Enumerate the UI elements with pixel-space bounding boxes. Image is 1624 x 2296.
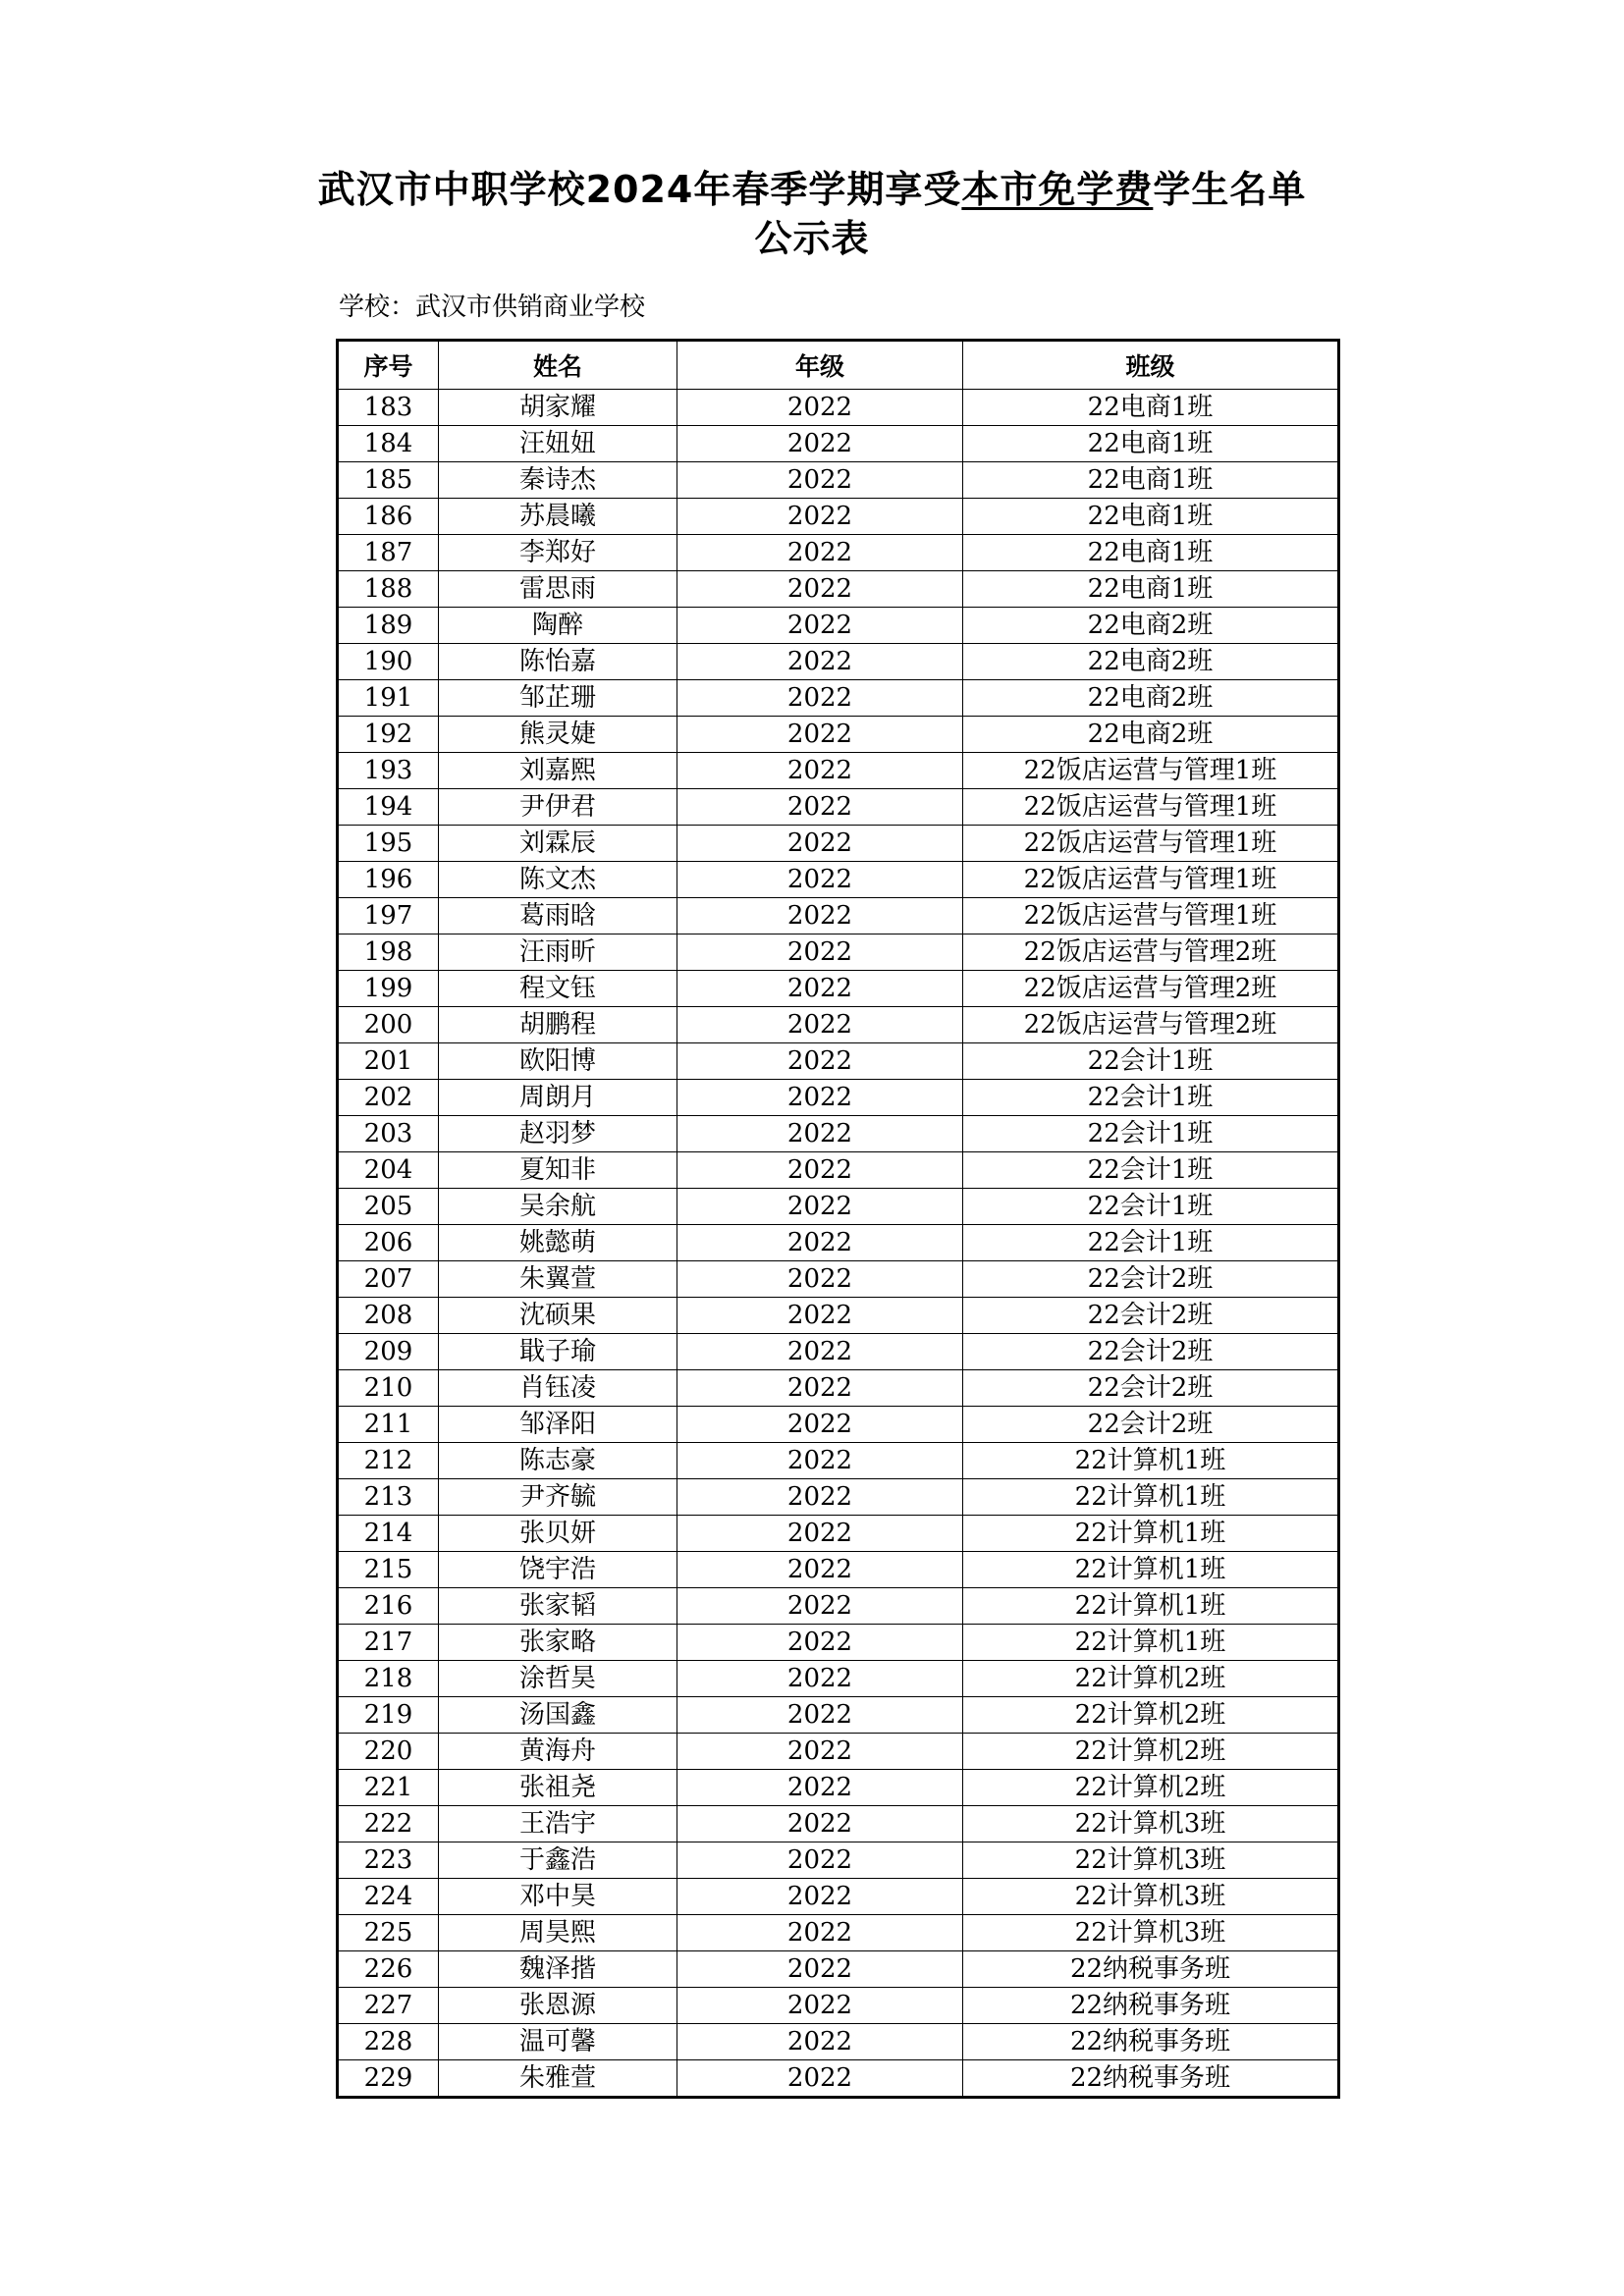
cell-index: 229 xyxy=(338,2060,439,2098)
table-row xyxy=(338,1189,1339,1225)
cell-grade: 2022 xyxy=(677,535,963,571)
table-row xyxy=(338,1951,1339,1988)
table-row xyxy=(338,1261,1339,1298)
cell-index: 227 xyxy=(338,1988,439,2024)
cell-index: 196 xyxy=(338,862,439,898)
cell-index: 211 xyxy=(338,1407,439,1443)
cell-class: 22饭店运营与管理2班 xyxy=(963,971,1339,1007)
cell-name: 邹芷珊 xyxy=(439,680,677,717)
cell-class: 22计算机2班 xyxy=(963,1661,1339,1697)
table-row xyxy=(338,826,1339,862)
cell-index: 226 xyxy=(338,1951,439,1988)
cell-index: 217 xyxy=(338,1625,439,1661)
table-row xyxy=(338,390,1339,426)
table-header-row xyxy=(338,341,1339,390)
table-row xyxy=(338,1407,1339,1443)
cell-index: 212 xyxy=(338,1443,439,1479)
table-row xyxy=(338,753,1339,789)
table-row xyxy=(338,1842,1339,1879)
cell-index: 225 xyxy=(338,1915,439,1951)
cell-name: 黄海舟 xyxy=(439,1734,677,1770)
cell-class: 22饭店运营与管理2班 xyxy=(963,934,1339,971)
cell-index: 186 xyxy=(338,499,439,535)
cell-name: 雷思雨 xyxy=(439,571,677,608)
header-name: 姓名 xyxy=(439,341,677,390)
cell-name: 肖钰凌 xyxy=(439,1370,677,1407)
cell-grade: 2022 xyxy=(677,753,963,789)
table-row xyxy=(338,1370,1339,1407)
cell-class: 22会计1班 xyxy=(963,1043,1339,1080)
table-row xyxy=(338,717,1339,753)
cell-grade: 2022 xyxy=(677,644,963,680)
cell-index: 190 xyxy=(338,644,439,680)
table-row xyxy=(338,862,1339,898)
cell-class: 22会计2班 xyxy=(963,1407,1339,1443)
cell-class: 22饭店运营与管理2班 xyxy=(963,1007,1339,1043)
cell-class: 22计算机1班 xyxy=(963,1588,1339,1625)
table-row xyxy=(338,535,1339,571)
cell-class: 22计算机3班 xyxy=(963,1879,1339,1915)
cell-grade: 2022 xyxy=(677,571,963,608)
cell-name: 张贝妍 xyxy=(439,1516,677,1552)
cell-index: 213 xyxy=(338,1479,439,1516)
table-row xyxy=(338,898,1339,934)
cell-name: 汪妞妞 xyxy=(439,426,677,462)
table-row xyxy=(338,1806,1339,1842)
cell-name: 王浩宇 xyxy=(439,1806,677,1842)
cell-index: 223 xyxy=(338,1842,439,1879)
cell-grade: 2022 xyxy=(677,1588,963,1625)
cell-name: 温可馨 xyxy=(439,2024,677,2060)
cell-name: 陈志豪 xyxy=(439,1443,677,1479)
cell-grade: 2022 xyxy=(677,1370,963,1407)
cell-name: 尹齐毓 xyxy=(439,1479,677,1516)
cell-class: 22会计1班 xyxy=(963,1080,1339,1116)
cell-class: 22会计1班 xyxy=(963,1225,1339,1261)
cell-class: 22饭店运营与管理1班 xyxy=(963,898,1339,934)
document-title xyxy=(0,165,1624,263)
cell-name: 姚懿萌 xyxy=(439,1225,677,1261)
cell-index: 203 xyxy=(338,1116,439,1152)
cell-grade: 2022 xyxy=(677,934,963,971)
cell-index: 188 xyxy=(338,571,439,608)
cell-index: 184 xyxy=(338,426,439,462)
cell-grade: 2022 xyxy=(677,1407,963,1443)
cell-grade: 2022 xyxy=(677,1697,963,1734)
cell-class: 22计算机3班 xyxy=(963,1915,1339,1951)
cell-class: 22会计1班 xyxy=(963,1189,1339,1225)
cell-grade: 2022 xyxy=(677,1152,963,1189)
cell-class: 22电商2班 xyxy=(963,644,1339,680)
cell-class: 22纳税事务班 xyxy=(963,1951,1339,1988)
cell-grade: 2022 xyxy=(677,862,963,898)
cell-grade: 2022 xyxy=(677,826,963,862)
table-row xyxy=(338,1007,1339,1043)
cell-index: 189 xyxy=(338,608,439,644)
table-row xyxy=(338,789,1339,826)
cell-grade: 2022 xyxy=(677,1116,963,1152)
cell-grade: 2022 xyxy=(677,1007,963,1043)
cell-grade: 2022 xyxy=(677,1661,963,1697)
cell-class: 22电商2班 xyxy=(963,680,1339,717)
cell-class: 22会计2班 xyxy=(963,1334,1339,1370)
cell-name: 胡鹏程 xyxy=(439,1007,677,1043)
table-row xyxy=(338,934,1339,971)
cell-name: 朱翼萱 xyxy=(439,1261,677,1298)
cell-name: 邓中昊 xyxy=(439,1879,677,1915)
student-table xyxy=(336,339,1340,2099)
cell-class: 22纳税事务班 xyxy=(963,2024,1339,2060)
cell-class: 22会计2班 xyxy=(963,1298,1339,1334)
cell-class: 22会计1班 xyxy=(963,1116,1339,1152)
cell-index: 219 xyxy=(338,1697,439,1734)
cell-name: 张恩源 xyxy=(439,1988,677,2024)
title-line-1 xyxy=(0,165,1624,214)
cell-class: 22计算机1班 xyxy=(963,1443,1339,1479)
cell-grade: 2022 xyxy=(677,1443,963,1479)
cell-class: 22计算机1班 xyxy=(963,1516,1339,1552)
header-grade: 年级 xyxy=(677,341,963,390)
cell-grade: 2022 xyxy=(677,1734,963,1770)
table-row xyxy=(338,1552,1339,1588)
cell-grade: 2022 xyxy=(677,426,963,462)
cell-class: 22会计2班 xyxy=(963,1370,1339,1407)
cell-index: 222 xyxy=(338,1806,439,1842)
cell-index: 204 xyxy=(338,1152,439,1189)
cell-name: 周昊熙 xyxy=(439,1915,677,1951)
table-row xyxy=(338,644,1339,680)
table-row xyxy=(338,1588,1339,1625)
cell-index: 207 xyxy=(338,1261,439,1298)
cell-index: 228 xyxy=(338,2024,439,2060)
cell-name: 胡家耀 xyxy=(439,390,677,426)
cell-grade: 2022 xyxy=(677,1080,963,1116)
cell-class: 22纳税事务班 xyxy=(963,2060,1339,2098)
table-row xyxy=(338,1479,1339,1516)
cell-index: 201 xyxy=(338,1043,439,1080)
table-row xyxy=(338,1516,1339,1552)
cell-class: 22计算机2班 xyxy=(963,1770,1339,1806)
cell-name: 陈文杰 xyxy=(439,862,677,898)
cell-grade: 2022 xyxy=(677,1189,963,1225)
cell-name: 程文钰 xyxy=(439,971,677,1007)
cell-name: 汤国鑫 xyxy=(439,1697,677,1734)
table-body xyxy=(338,390,1339,2098)
cell-name: 张祖尧 xyxy=(439,1770,677,1806)
cell-name: 张家韬 xyxy=(439,1588,677,1625)
cell-class: 22电商1班 xyxy=(963,535,1339,571)
table-row xyxy=(338,462,1339,499)
cell-class: 22计算机1班 xyxy=(963,1625,1339,1661)
cell-grade: 2022 xyxy=(677,390,963,426)
table-row xyxy=(338,426,1339,462)
cell-name: 赵羽梦 xyxy=(439,1116,677,1152)
table-row xyxy=(338,1915,1339,1951)
cell-class: 22饭店运营与管理1班 xyxy=(963,862,1339,898)
cell-grade: 2022 xyxy=(677,499,963,535)
cell-grade: 2022 xyxy=(677,1552,963,1588)
cell-grade: 2022 xyxy=(677,1806,963,1842)
cell-index: 205 xyxy=(338,1189,439,1225)
school-label: 学校：武汉市供销商业学校 xyxy=(339,293,646,322)
cell-class: 22会计1班 xyxy=(963,1152,1339,1189)
title-line-2: 公示表 xyxy=(754,217,870,260)
cell-name: 陈怡嘉 xyxy=(439,644,677,680)
cell-index: 198 xyxy=(338,934,439,971)
cell-grade: 2022 xyxy=(677,1516,963,1552)
table-row xyxy=(338,608,1339,644)
cell-class: 22计算机3班 xyxy=(963,1806,1339,1842)
title-part-1: 武汉市中职学校2024年春季学期享受 xyxy=(317,168,962,211)
table-row xyxy=(338,571,1339,608)
cell-grade: 2022 xyxy=(677,971,963,1007)
cell-class: 22会计2班 xyxy=(963,1261,1339,1298)
cell-name: 欧阳博 xyxy=(439,1043,677,1080)
cell-index: 197 xyxy=(338,898,439,934)
cell-name: 魏泽揩 xyxy=(439,1951,677,1988)
cell-class: 22电商2班 xyxy=(963,608,1339,644)
title-part-3: 学生名单 xyxy=(1153,168,1307,211)
table-row xyxy=(338,1152,1339,1189)
cell-class: 22计算机1班 xyxy=(963,1552,1339,1588)
table-row xyxy=(338,1043,1339,1080)
table-row xyxy=(338,1116,1339,1152)
cell-grade: 2022 xyxy=(677,2024,963,2060)
cell-class: 22计算机1班 xyxy=(963,1479,1339,1516)
cell-class: 22电商2班 xyxy=(963,717,1339,753)
cell-class: 22计算机2班 xyxy=(963,1697,1339,1734)
cell-name: 沈硕果 xyxy=(439,1298,677,1334)
table-row xyxy=(338,1661,1339,1697)
table-row xyxy=(338,1625,1339,1661)
cell-grade: 2022 xyxy=(677,1879,963,1915)
table-row xyxy=(338,2024,1339,2060)
cell-name: 朱雅萱 xyxy=(439,2060,677,2098)
cell-index: 218 xyxy=(338,1661,439,1697)
cell-name: 张家略 xyxy=(439,1625,677,1661)
cell-grade: 2022 xyxy=(677,1842,963,1879)
cell-index: 209 xyxy=(338,1334,439,1370)
cell-index: 199 xyxy=(338,971,439,1007)
cell-index: 216 xyxy=(338,1588,439,1625)
cell-index: 192 xyxy=(338,717,439,753)
cell-grade: 2022 xyxy=(677,1298,963,1334)
cell-name: 周朗月 xyxy=(439,1080,677,1116)
header-index: 序号 xyxy=(338,341,439,390)
cell-class: 22电商1班 xyxy=(963,571,1339,608)
cell-name: 熊灵婕 xyxy=(439,717,677,753)
table-row xyxy=(338,1770,1339,1806)
cell-index: 221 xyxy=(338,1770,439,1806)
cell-class: 22饭店运营与管理1班 xyxy=(963,789,1339,826)
cell-index: 185 xyxy=(338,462,439,499)
cell-index: 202 xyxy=(338,1080,439,1116)
cell-class: 22计算机3班 xyxy=(963,1842,1339,1879)
cell-name: 苏晨曦 xyxy=(439,499,677,535)
cell-index: 214 xyxy=(338,1516,439,1552)
cell-grade: 2022 xyxy=(677,2060,963,2098)
table-row xyxy=(338,680,1339,717)
table-row xyxy=(338,1879,1339,1915)
cell-class: 22电商1班 xyxy=(963,462,1339,499)
cell-index: 193 xyxy=(338,753,439,789)
cell-index: 208 xyxy=(338,1298,439,1334)
table-row xyxy=(338,1443,1339,1479)
cell-name: 李郑好 xyxy=(439,535,677,571)
cell-index: 215 xyxy=(338,1552,439,1588)
cell-index: 191 xyxy=(338,680,439,717)
cell-grade: 2022 xyxy=(677,1951,963,1988)
cell-class: 22计算机2班 xyxy=(963,1734,1339,1770)
cell-name: 戢子瑜 xyxy=(439,1334,677,1370)
cell-grade: 2022 xyxy=(677,1915,963,1951)
table-row xyxy=(338,1080,1339,1116)
cell-index: 183 xyxy=(338,390,439,426)
cell-index: 220 xyxy=(338,1734,439,1770)
cell-name: 夏知非 xyxy=(439,1152,677,1189)
table-row xyxy=(338,1988,1339,2024)
cell-grade: 2022 xyxy=(677,1334,963,1370)
cell-grade: 2022 xyxy=(677,789,963,826)
cell-name: 葛雨晗 xyxy=(439,898,677,934)
cell-name: 陶醉 xyxy=(439,608,677,644)
cell-index: 195 xyxy=(338,826,439,862)
cell-class: 22电商1班 xyxy=(963,426,1339,462)
cell-grade: 2022 xyxy=(677,680,963,717)
table-row xyxy=(338,1225,1339,1261)
cell-class: 22饭店运营与管理1班 xyxy=(963,826,1339,862)
cell-name: 吴余航 xyxy=(439,1189,677,1225)
cell-name: 刘嘉熙 xyxy=(439,753,677,789)
cell-class: 22纳税事务班 xyxy=(963,1988,1339,2024)
cell-name: 尹伊君 xyxy=(439,789,677,826)
cell-grade: 2022 xyxy=(677,1988,963,2024)
title-underlined-part: 本市免学费 xyxy=(961,168,1154,211)
cell-name: 于鑫浩 xyxy=(439,1842,677,1879)
table-row xyxy=(338,2060,1339,2098)
header-class: 班级 xyxy=(963,341,1339,390)
cell-name: 饶宇浩 xyxy=(439,1552,677,1588)
cell-name: 汪雨昕 xyxy=(439,934,677,971)
cell-grade: 2022 xyxy=(677,717,963,753)
table-row xyxy=(338,1334,1339,1370)
table-row xyxy=(338,499,1339,535)
table-row xyxy=(338,971,1339,1007)
cell-grade: 2022 xyxy=(677,608,963,644)
cell-index: 224 xyxy=(338,1879,439,1915)
cell-grade: 2022 xyxy=(677,898,963,934)
cell-grade: 2022 xyxy=(677,1770,963,1806)
table-row xyxy=(338,1298,1339,1334)
cell-class: 22电商1班 xyxy=(963,390,1339,426)
cell-grade: 2022 xyxy=(677,1225,963,1261)
table-row xyxy=(338,1734,1339,1770)
cell-class: 22电商1班 xyxy=(963,499,1339,535)
cell-class: 22饭店运营与管理1班 xyxy=(963,753,1339,789)
cell-grade: 2022 xyxy=(677,462,963,499)
cell-index: 210 xyxy=(338,1370,439,1407)
cell-name: 刘霖辰 xyxy=(439,826,677,862)
cell-grade: 2022 xyxy=(677,1261,963,1298)
cell-grade: 2022 xyxy=(677,1043,963,1080)
cell-grade: 2022 xyxy=(677,1625,963,1661)
cell-name: 涂哲昊 xyxy=(439,1661,677,1697)
cell-index: 206 xyxy=(338,1225,439,1261)
cell-name: 邹泽阳 xyxy=(439,1407,677,1443)
cell-index: 194 xyxy=(338,789,439,826)
cell-name: 秦诗杰 xyxy=(439,462,677,499)
cell-grade: 2022 xyxy=(677,1479,963,1516)
cell-index: 200 xyxy=(338,1007,439,1043)
table-row xyxy=(338,1697,1339,1734)
cell-index: 187 xyxy=(338,535,439,571)
